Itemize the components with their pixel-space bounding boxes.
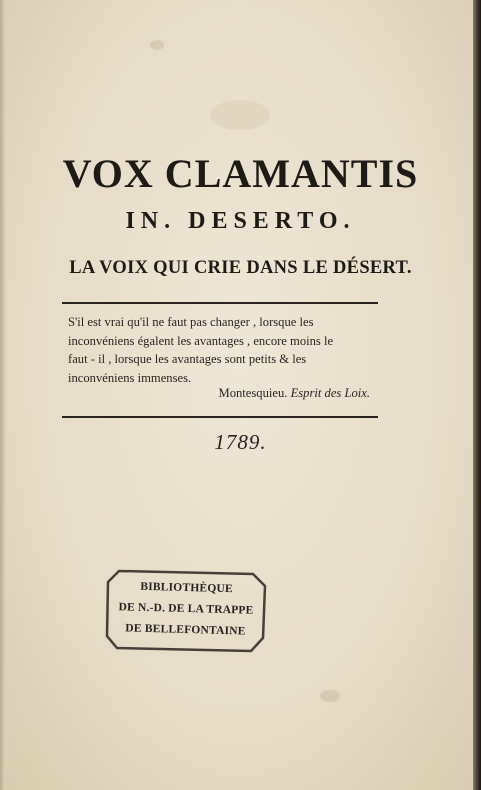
stamp-line: DE N.-D. DE LA TRAPPE [118, 601, 254, 617]
epigraph-line: faut - il , lorsque les avantages sont petits & les [68, 352, 307, 366]
main-title: VOX CLAMANTIS [62, 151, 419, 196]
bottom-rule [62, 416, 378, 418]
epigraph-line: inconvéniens immenses. [68, 370, 192, 385]
foxing-spot [150, 40, 164, 50]
top-rule [62, 302, 378, 304]
publication-year: 1789. [214, 430, 267, 454]
stamp-line: BIBLIOTHÈQUE [140, 580, 233, 596]
epigraph-line: S'il est vrai qu'il ne faut pas changer , lorsque les [68, 315, 314, 329]
epigraph-line: inconvéniens égalent les avantages , encore moins le [68, 333, 334, 348]
stamp-line: DE BELLEFONTAINE [125, 622, 246, 638]
french-subtitle: LA VOIX QUI CRIE DANS LE DÉSERT. [69, 258, 412, 278]
foxing-spot [320, 690, 340, 702]
book-spine-edge [473, 0, 481, 790]
epigraph-attribution [180, 386, 370, 401]
epigraph-quote [68, 313, 376, 387]
subtitle: IN. DESERTO. [125, 208, 356, 234]
epigraph-author: Montesquieu. [218, 386, 288, 400]
library-stamp [105, 568, 267, 654]
epigraph-work: Esprit des Loix. [290, 386, 370, 400]
foxing-spot [210, 100, 270, 130]
page-left-edge [0, 0, 6, 790]
